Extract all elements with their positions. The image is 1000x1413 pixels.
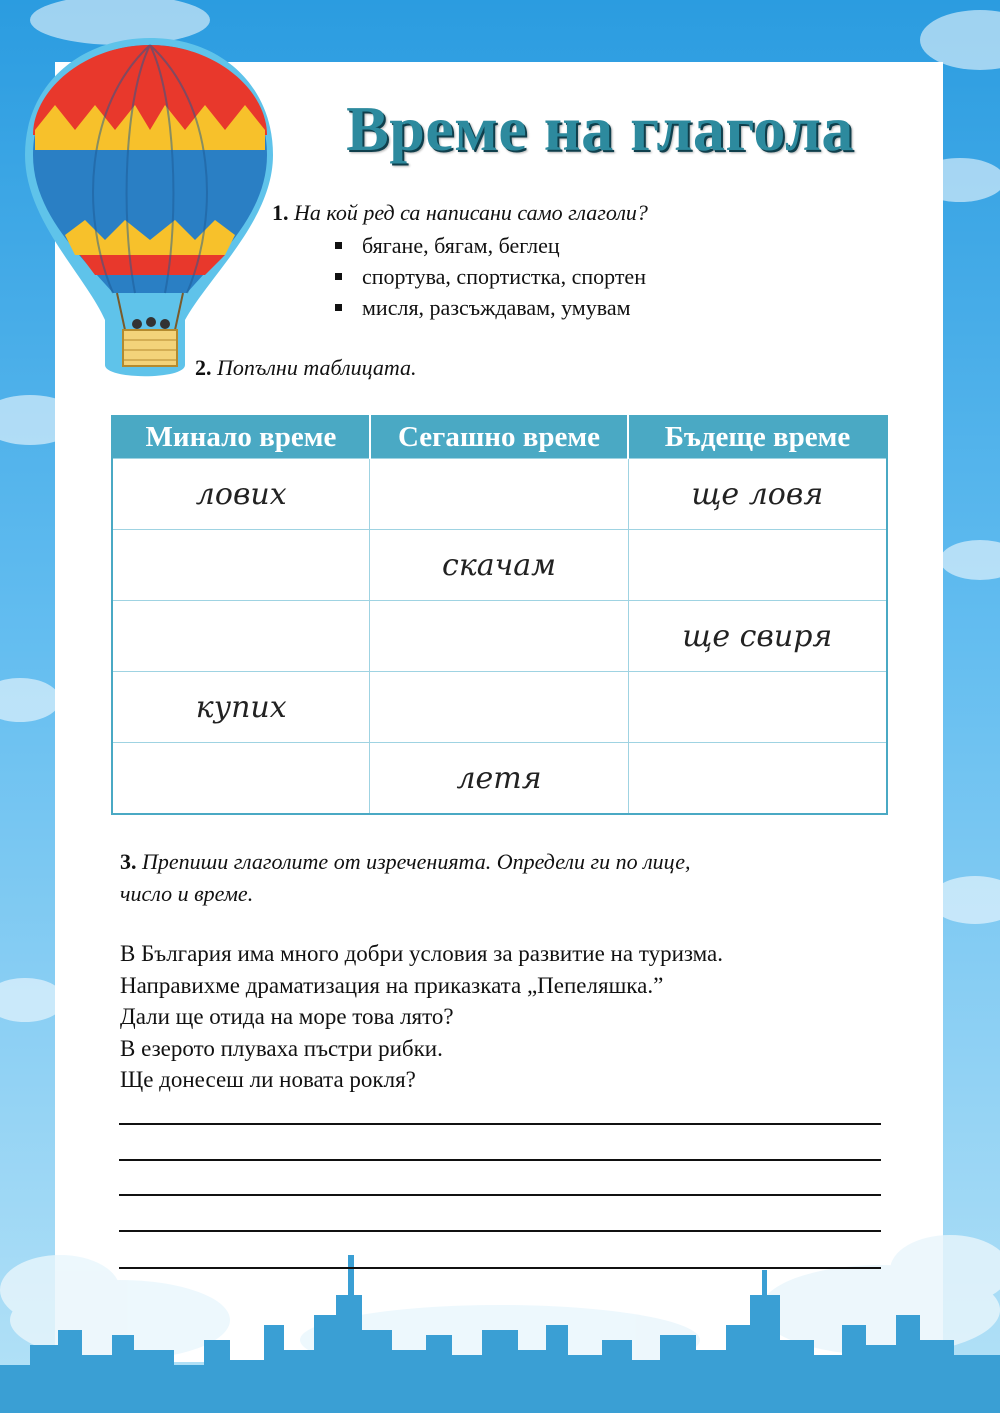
sentence: Ще донесеш ли новата рокля?	[120, 1067, 416, 1092]
table-cell[interactable]	[628, 530, 887, 601]
sentence-list	[120, 938, 723, 1096]
hot-air-balloon-illustration	[25, 35, 275, 385]
sentence: В езерото плуваха пъстри рибки.	[120, 1035, 443, 1061]
bullet-square-icon	[335, 273, 342, 280]
bullet-square-icon	[335, 242, 342, 249]
table-cell[interactable]	[370, 672, 628, 743]
answer-writing-line[interactable]	[119, 1194, 881, 1196]
question-1-number: 1.	[272, 200, 289, 225]
bullet-square-icon	[335, 304, 342, 311]
answer-writing-line[interactable]	[119, 1267, 881, 1269]
sentence: Дали ще отида на море това лято?	[120, 1004, 454, 1029]
table-cell[interactable]	[370, 601, 628, 672]
table-cell[interactable]: летя	[370, 743, 628, 815]
table-cell[interactable]: лових	[112, 459, 370, 530]
header-past-tense: Минало време	[112, 416, 370, 459]
table-cell[interactable]	[628, 672, 887, 743]
table-cell[interactable]: ще свиря	[628, 601, 887, 672]
table-cell[interactable]	[628, 743, 887, 815]
header-present-tense: Сегашно време	[370, 416, 628, 459]
table-row	[112, 601, 887, 672]
option-item[interactable]	[335, 261, 646, 292]
verb-tense-table	[111, 415, 888, 815]
option-label: бягане, бягам, беглец	[362, 233, 560, 258]
option-label: спортува, спортистка, спортен	[362, 264, 646, 289]
question-1	[272, 200, 648, 226]
sentence: Направихме драматизация на приказката „Пепеляшка.”	[120, 972, 664, 998]
table-cell[interactable]	[112, 743, 370, 815]
table-cell[interactable]: скачам	[370, 530, 628, 601]
table-row	[112, 530, 887, 601]
question-2-number: 2.	[195, 355, 212, 380]
table-cell[interactable]	[370, 459, 628, 530]
city-skyline	[0, 1255, 1000, 1413]
table-cell[interactable]: купих	[112, 672, 370, 743]
option-item[interactable]	[335, 230, 646, 261]
question-2-text: Попълни таблицата.	[217, 355, 417, 380]
question-3	[120, 846, 691, 910]
page-title: Време на глагола	[346, 93, 854, 164]
table-cell[interactable]: ще ловя	[628, 459, 887, 530]
table-row	[112, 459, 887, 530]
header-future-tense: Бъдеще време	[628, 416, 887, 459]
question-1-options	[335, 230, 646, 323]
table-row	[112, 672, 887, 743]
table-cell[interactable]	[112, 601, 370, 672]
answer-writing-line[interactable]	[119, 1159, 881, 1161]
question-3-text-line1: Препиши глаголите от изреченията. Определи ги по лице,	[142, 849, 691, 874]
table-cell[interactable]	[112, 530, 370, 601]
answer-writing-line[interactable]	[119, 1123, 881, 1125]
table-row	[112, 743, 887, 815]
table-header-row	[112, 416, 887, 459]
sentence: В България има много добри условия за развитие на туризма.	[120, 941, 723, 966]
option-label: мисля, разсъждавам, умувам	[362, 295, 631, 320]
question-2	[195, 355, 417, 381]
question-3-number: 3.	[120, 849, 137, 874]
question-3-text-line2: число и време.	[120, 881, 254, 906]
question-1-text: На кой ред са написани само глаголи?	[294, 200, 648, 225]
option-item[interactable]	[335, 292, 646, 323]
answer-writing-line[interactable]	[119, 1230, 881, 1232]
